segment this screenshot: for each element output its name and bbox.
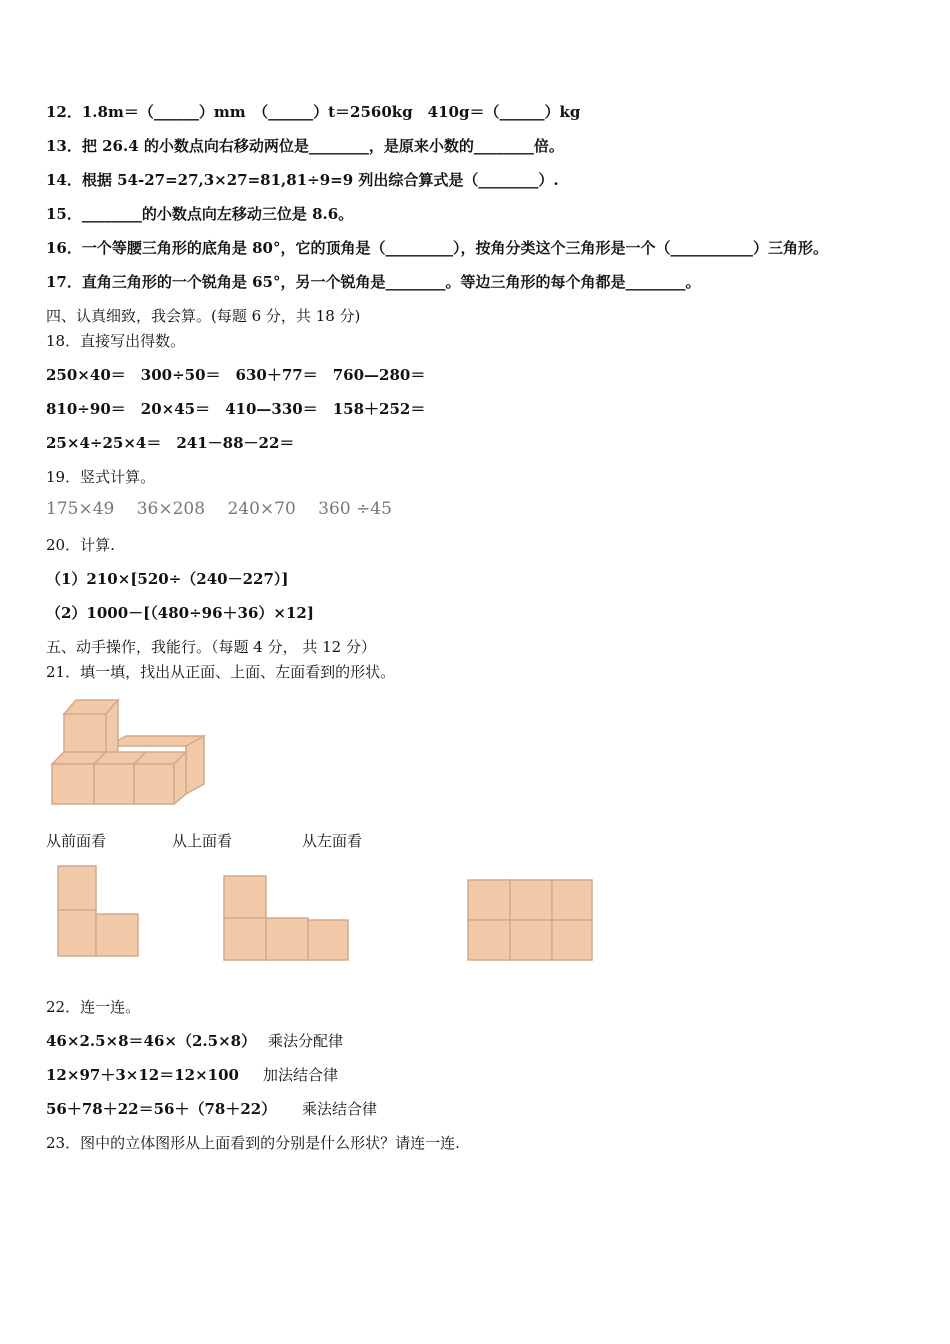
view-shape-2 xyxy=(220,872,354,964)
view-shape-3 xyxy=(464,876,596,964)
shape3-square-3 xyxy=(552,880,592,920)
view-label-front: 从前面看 xyxy=(46,832,107,850)
cube-front-3 xyxy=(134,764,174,804)
shape3-square-1 xyxy=(468,880,510,920)
q22-left-1: 46×2.5×8＝46×（2.5×8） xyxy=(46,1032,257,1050)
question-17: 17．直角三角形的一个锐角是 65°，另一个锐角是________。等边三角形的每个角都是________。 xyxy=(46,273,701,291)
shape3-square-4 xyxy=(468,920,510,960)
section-4-heading: 四、认真细致，我会算。(每题 6 分，共 18 分) xyxy=(46,307,361,325)
shape1-square-bottom-left xyxy=(58,910,96,956)
view-label-left: 从左面看 xyxy=(302,832,363,850)
question-21: 21．填一填，找出从正面、上面、左面看到的形状。 xyxy=(46,663,396,681)
question-23: 23．图中的立体图形从上面看到的分别是什么形状？请连一连. xyxy=(46,1134,460,1152)
shape3-square-2 xyxy=(510,880,552,920)
cube-front-2 xyxy=(94,764,134,804)
cube-stack-figure xyxy=(46,694,206,810)
cube-side-right xyxy=(186,736,204,794)
view-label-top: 从上面看 xyxy=(172,832,233,850)
question-13: 13．把 26.4 的小数点向右移动两位是________，是原来小数的________倍。 xyxy=(46,137,564,155)
shape3-square-6 xyxy=(552,920,592,960)
cube-front-upper xyxy=(64,714,106,754)
shape2-square-1 xyxy=(224,918,266,960)
section-5-heading: 五、动手操作，我能行。（每题 4 分， 共 12 分） xyxy=(46,638,376,656)
q20-part-2: （2）1000－[（480÷96＋36）×12] xyxy=(46,604,314,622)
question-16: 16．一个等腰三角形的底角是 80°，它的顶角是（_________），按角分类这个三角形是一个（___________）三角形。 xyxy=(46,239,828,257)
shape3-square-5 xyxy=(510,920,552,960)
question-19: 19．竖式计算。 xyxy=(46,468,156,486)
q22-right-2: 加法结合律 xyxy=(263,1066,339,1084)
q18-row-2: 810÷90＝ 20×45＝ 410—330＝ 158＋252＝ xyxy=(46,400,426,418)
shape2-square-2 xyxy=(266,918,308,960)
question-12: 12．1.8m＝（______）mm （______）t＝2560kg 410g＝（______）kg xyxy=(46,103,581,121)
shape1-square-top xyxy=(58,866,96,910)
question-18: 18．直接写出得数。 xyxy=(46,332,186,350)
shape2-square-3 xyxy=(308,920,348,960)
question-22: 22．连一连。 xyxy=(46,998,141,1016)
q22-left-3: 56＋78＋22＝56＋（78＋22） xyxy=(46,1100,277,1118)
question-14: 14．根据 54-27=27,3×27=81,81÷9=9 列出综合算式是（________）. xyxy=(46,171,559,189)
cube-front-1 xyxy=(52,764,94,804)
q19-items: 175×49 36×208 240×70 360 ÷45 xyxy=(46,499,392,519)
q18-row-1: 250×40＝ 300÷50＝ 630＋77＝ 760—280＝ xyxy=(46,366,426,384)
view-shape-1 xyxy=(54,864,144,964)
shape1-square-bottom-right xyxy=(96,914,138,956)
shape2-square-top xyxy=(224,876,266,918)
q20-part-1: （1）210×[520÷（240－227）] xyxy=(46,570,289,588)
q22-right-1: 乘法分配律 xyxy=(268,1032,344,1050)
q22-right-3: 乘法结合律 xyxy=(302,1100,378,1118)
question-20: 20．计算. xyxy=(46,536,115,554)
q18-row-3: 25×4÷25×4＝ 241－88－22＝ xyxy=(46,434,295,452)
question-15: 15．________的小数点向左移动三位是 8.6。 xyxy=(46,205,354,223)
q22-left-2: 12×97＋3×12＝12×100 xyxy=(46,1066,239,1084)
